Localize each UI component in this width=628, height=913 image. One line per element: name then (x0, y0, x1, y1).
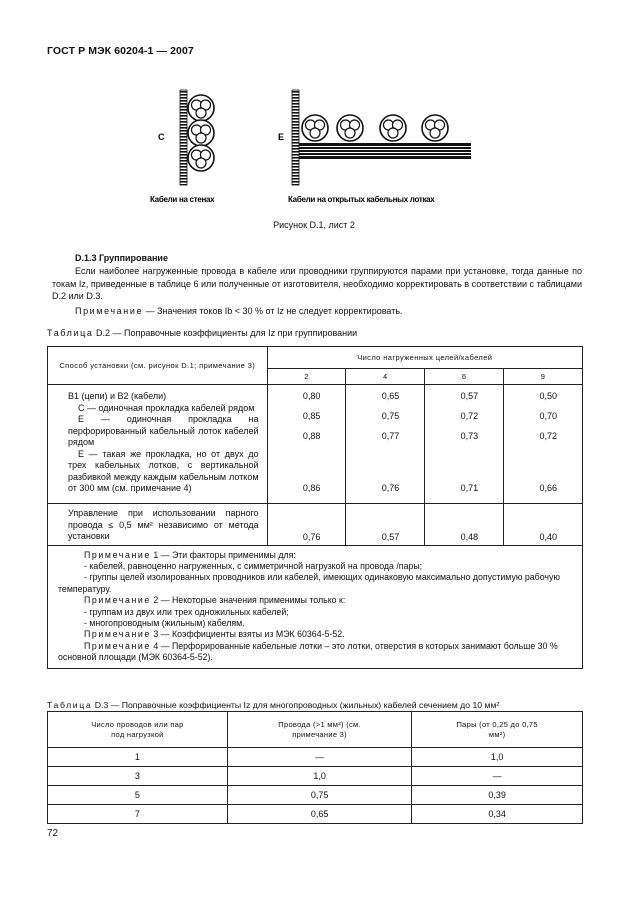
cell: 0,75 (227, 786, 412, 805)
note-word: Примечание (75, 306, 144, 316)
figure-title: Рисунок D.1, лист 2 (273, 220, 355, 230)
note-1a: - кабелей, равноценно нагруженных, с симметричной нагрузкой на провода /пары; (84, 560, 423, 571)
note-word: Примечание (84, 640, 151, 651)
value: 0,88 (302, 431, 321, 441)
table-d3 (47, 711, 583, 824)
note-word: Примечание (84, 595, 151, 606)
cable-tray (299, 143, 471, 146)
col-4: 4 (346, 369, 425, 385)
header-group: Число нагруженных целей/кабелей (267, 347, 582, 369)
value: 0,57 (460, 391, 479, 401)
method-pair-wire: Управление при использовании парного провода ≤ 0,5 мм² независимо от метода установки (48, 504, 268, 546)
value: 0,76 (267, 504, 346, 546)
value: 0,40 (504, 504, 583, 546)
method-e: E — одиночная прокладка на перфорированный кабельный лоток кабелей рядом (68, 414, 259, 447)
table-d3-caption (47, 700, 499, 710)
value: 0,66 (539, 483, 557, 493)
note-word: Примечание (84, 549, 151, 560)
note-1b: - группы целей изолированных проводников или кабелей, имеющих одинаковую максимально допустимую рабочую температуру. (58, 572, 560, 594)
figure-label-e: E (278, 132, 285, 142)
values-col-6 (425, 385, 504, 504)
note-1: 1 — Эти факторы применимы для: (153, 549, 296, 560)
note-text: — Значения токов Ib < 30 % от Iz не следует корректировать. (145, 306, 403, 316)
col-2: 2 (267, 369, 346, 385)
note-2a: - группам из двух или трех одножильных кабелей; (84, 606, 289, 617)
note-2: 2 — Некоторые значения применимы только к: (153, 595, 346, 606)
value: 0,70 (539, 411, 557, 421)
caption-walls: Кабели на стенах (150, 195, 215, 204)
cable-installation-figure (150, 85, 480, 210)
cell: 0,39 (412, 786, 583, 805)
value: 0,71 (460, 483, 479, 493)
cell: 1 (48, 748, 228, 767)
header-pairs: Пары (от 0,25 до 0,75 мм²) (412, 712, 583, 748)
value: 0,80 (302, 391, 321, 401)
table-d2-caption (47, 328, 357, 338)
cell: 3 (48, 767, 228, 786)
page-number: 72 (47, 828, 59, 839)
method-e-multi: E — такая же прокладка, но от двух до трех кабельных лотков, с вертикальной разбивкой между каждым кабельным лотком от 300 мм (см. примечание 4) (68, 448, 259, 493)
note-4: 4 — Перфорированные кабельные лотки – это лотки, отверстия в которых занимают больше 30 % основной площади (МЭК 60364-5-52). (58, 640, 558, 663)
method-cell (48, 385, 268, 504)
wall-left (180, 90, 187, 185)
table-d2-title: D.2 — Поправочные коэффициенты для Iz при группировании (96, 328, 358, 338)
section-note (75, 306, 403, 316)
wall-right (292, 90, 299, 185)
section-heading: D.1.3 Группирование (75, 253, 168, 263)
section-paragraph: Если наиболее нагруженные провода в кабеле или проводники группируются парами при установке, тогда данные по токам Iz, приведенные в таблице 6 или полученные от изготовителя, необходимо корректировать в соответствии с таблицами D.2 или D.3. (52, 266, 582, 301)
value: 0,50 (539, 391, 557, 401)
note-word: Примечание (84, 629, 151, 640)
cell: 1,0 (412, 748, 583, 767)
value: 0,86 (302, 483, 321, 493)
cell: 0,34 (412, 805, 583, 824)
value: 0,72 (539, 431, 557, 441)
cell: 5 (48, 786, 228, 805)
cell: — (227, 748, 412, 767)
header-method: Способ установки (см. рисунок D.1; примечание 3) (48, 347, 268, 385)
header-count: Число проводов или пар под нагрузкой (48, 712, 228, 748)
cell: 1,0 (227, 767, 412, 786)
document-header: ГОСТ Р МЭК 60204-1 — 2007 (47, 45, 194, 57)
note-3: 3 — Коэффициенты взяты из МЭК 60364-5-52. (153, 629, 345, 640)
table-word: Таблица (47, 700, 93, 710)
table-word: Таблица (47, 328, 94, 338)
value: 0,65 (381, 391, 400, 401)
value: 0,85 (302, 411, 321, 421)
method-c: C — одиночная прокладка кабелей рядом (78, 402, 255, 413)
header-wires: Провода (>1 мм²) (см. примечание 3) (227, 712, 412, 748)
value: 0,72 (460, 411, 479, 421)
table-d3-title: D.3 — Поправочные коэффициенты Iz для многопроводных (жильных) кабелей сечением до 10 мм² (94, 700, 500, 710)
cell: — (412, 767, 583, 786)
value: 0,76 (381, 483, 400, 493)
table-d2 (47, 346, 583, 669)
value: 0,73 (460, 431, 479, 441)
value: 0,57 (346, 504, 425, 546)
value: 0,48 (425, 504, 504, 546)
cell: 7 (48, 805, 228, 824)
col-6: 6 (425, 369, 504, 385)
value: 0,75 (381, 411, 400, 421)
cell: 0,65 (227, 805, 412, 824)
values-col-2 (267, 385, 346, 504)
method-b1b2: B1 (цепи) и B2 (кабели) (68, 391, 167, 401)
figure-label-c: C (158, 132, 165, 142)
values-col-9 (504, 385, 583, 504)
value: 0,77 (381, 431, 400, 441)
caption-trays: Кабели на открытых кабельных лотках (288, 195, 435, 204)
values-col-4 (346, 385, 425, 504)
note-2b: - многопроводным (жильным) кабелям. (84, 617, 245, 628)
col-9: 9 (504, 369, 583, 385)
table-notes (48, 545, 583, 668)
